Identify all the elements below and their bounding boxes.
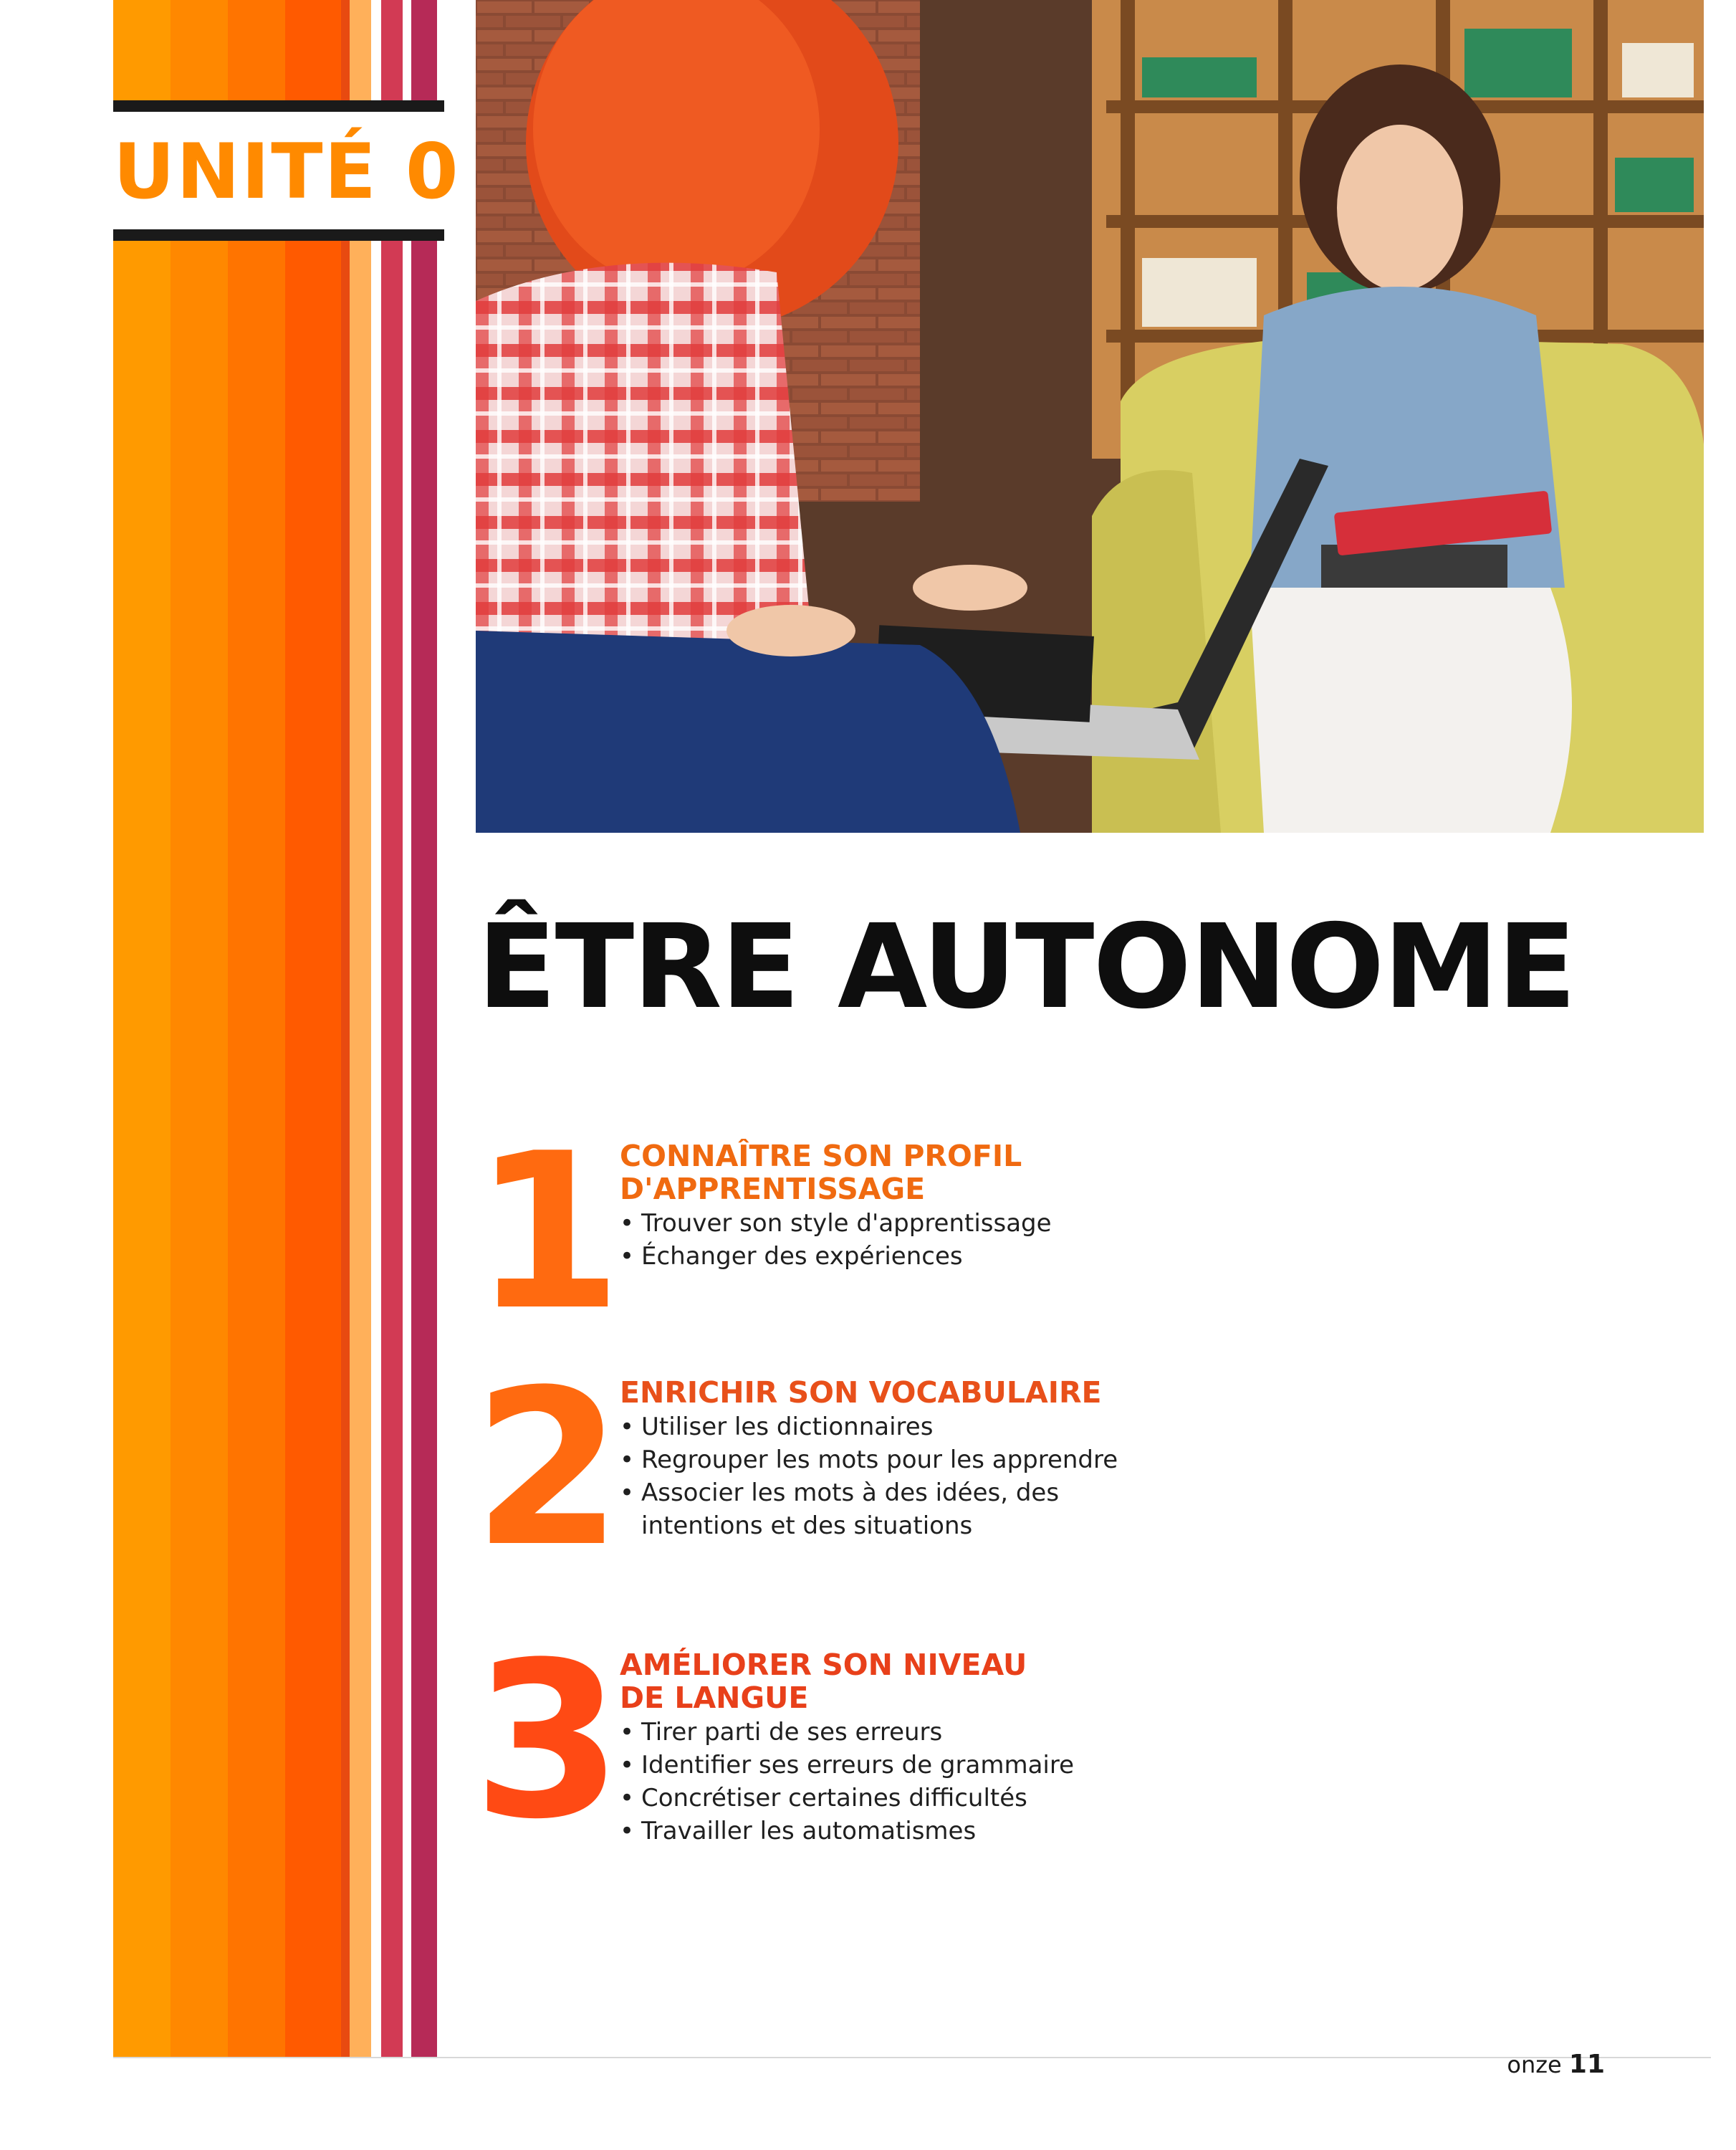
section-heading [620, 1648, 1408, 1714]
section-content [620, 1648, 1408, 1848]
list-item: • Associer les mots à des idées, des intentions et des situations [620, 1476, 1164, 1542]
section-1 [473, 1107, 1476, 1357]
list-item: • Concrétiser certaines difficultés [620, 1782, 1408, 1815]
heading-line: CONNAÎTRE SON PROFIL [620, 1139, 1022, 1173]
unit-rule-bottom [113, 229, 444, 241]
list-item: • Travailler les automatismes [620, 1815, 1408, 1848]
heading-line: AMÉLIORER SON NIVEAU [620, 1648, 1027, 1682]
section-heading [620, 1376, 1408, 1409]
list-item: • Échanger des expériences [620, 1240, 1408, 1273]
section-3 [473, 1616, 1476, 1878]
unit-label-box [113, 100, 460, 241]
bullet-list [620, 1207, 1408, 1273]
list-item: • Identifier ses erreurs de grammaire [620, 1749, 1408, 1782]
section-2 [473, 1344, 1476, 1594]
page-word: onze [1507, 2051, 1562, 2078]
list-item: • Trouver son style d'apprentissage [620, 1207, 1408, 1240]
heading-line: D'APPRENTISSAGE [620, 1172, 926, 1206]
heading-line: ENRICHIR SON VOCABULAIRE [620, 1375, 1102, 1410]
section-content [620, 1140, 1408, 1273]
page-title: ÊTRE AUTONOME [477, 900, 1576, 1035]
section-number: 1 [473, 1107, 623, 1357]
section-content [620, 1376, 1408, 1542]
list-item: • Tirer parti de ses erreurs [620, 1716, 1408, 1749]
section-number: 2 [473, 1344, 623, 1594]
decorative-stripe-band [113, 0, 444, 2057]
section-number: 3 [473, 1616, 623, 1866]
list-item: • Regrouper les mots pour les apprendre [620, 1443, 1164, 1476]
section-heading [620, 1140, 1408, 1205]
unit-label: UNITÉ 0 [113, 128, 460, 216]
bullet-list [620, 1410, 1164, 1542]
page-number-value: 11 [1568, 2050, 1605, 2079]
students-photo [476, 0, 1704, 833]
unit-rule-top [113, 100, 444, 112]
page-number [1505, 2047, 1605, 2083]
list-item: • Utiliser les dictionnaires [620, 1410, 1164, 1443]
footer-rule [113, 2057, 1711, 2058]
bullet-list [620, 1716, 1408, 1848]
heading-line: DE LANGUE [620, 1681, 809, 1715]
